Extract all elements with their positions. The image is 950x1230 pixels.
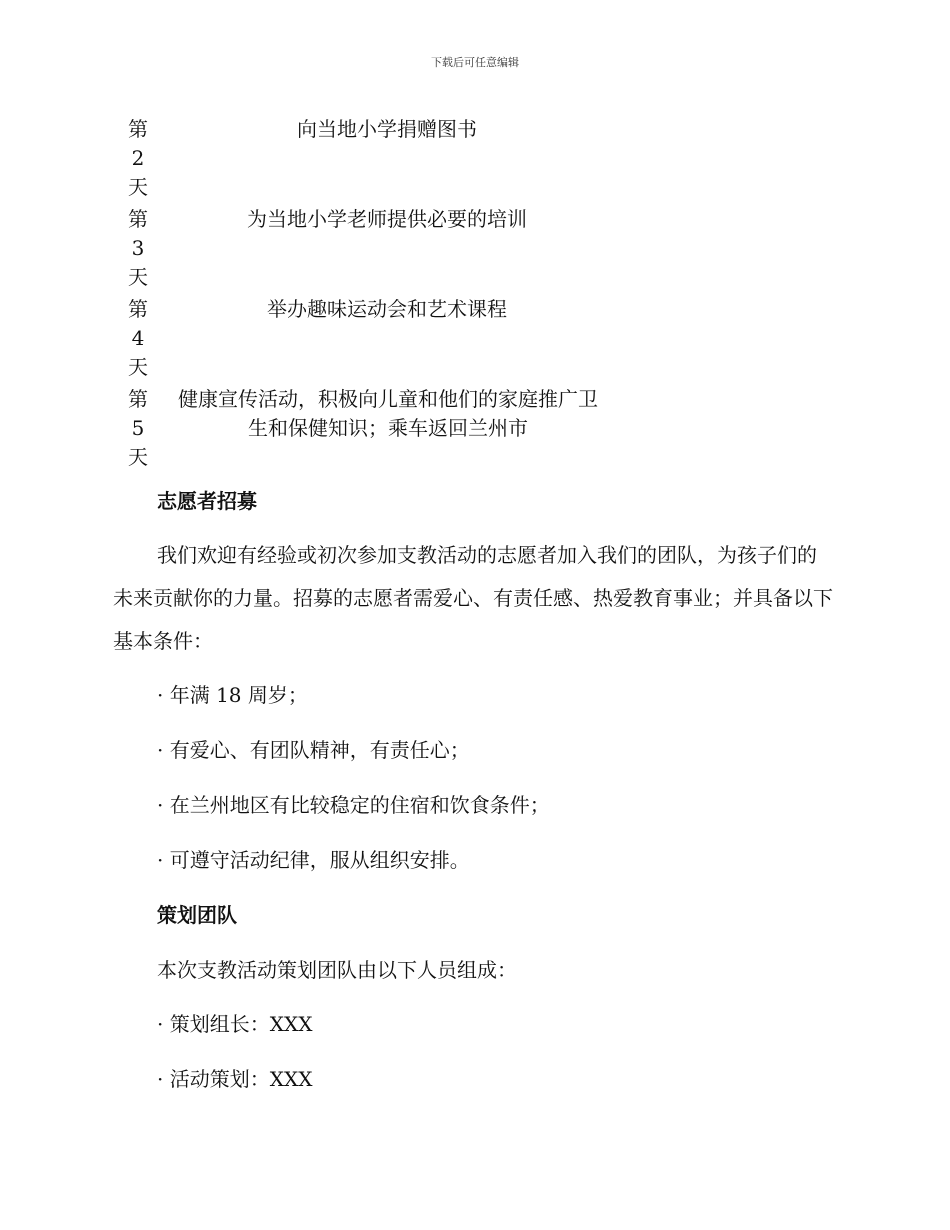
day-description: 为当地小学老师提供必要的培训 — [247, 207, 527, 231]
day-label-number: 4 — [131, 326, 145, 350]
recruit-condition-item: · 在兰州地区有比较稳定的住宿和饮食条件； — [157, 793, 550, 817]
day-label — [124, 385, 152, 472]
team-intro-text: 本次支教活动策划团队由以下人员组成： — [157, 958, 517, 982]
day-label-char: 第 — [128, 207, 148, 231]
day-label-char: 第 — [128, 297, 148, 321]
day-label-number: 3 — [131, 236, 145, 260]
day-label-number: 5 — [131, 416, 145, 440]
day-label-char: 第 — [128, 117, 148, 141]
day-description: 举办趣味运动会和艺术课程 — [267, 297, 507, 321]
day-label — [124, 295, 152, 382]
recruit-intro-paragraph: 我们欢迎有经验或初次参加支教活动的志愿者加入我们的团队，为孩子们的未来贡献你的力量。招募的志愿者需爱心、有责任感、热爱教育事业；并具备以下基本条件： — [113, 543, 833, 653]
day-label — [124, 115, 152, 202]
day-label-number: 2 — [131, 146, 145, 170]
recruit-condition-item: · 有爱心、有团队精神，有责任心； — [157, 738, 470, 762]
day-description: 健康宣传活动，积极向儿童和他们的家庭推广卫生和保健知识；乘车返回兰州市 — [178, 387, 598, 440]
day-description: 向当地小学捐赠图书 — [297, 117, 477, 141]
page-header-note: 下载后可任意编辑 — [431, 56, 519, 69]
team-member-item: · 活动策划：XXX — [157, 1067, 313, 1091]
recruit-condition-item: · 可遵守活动纪律，服从组织安排。 — [157, 848, 470, 872]
day-label-char: 天 — [128, 445, 148, 469]
team-member-item: · 策划组长：XXX — [157, 1012, 313, 1036]
section-heading-team: 策划团队 — [157, 903, 237, 927]
day-label-char: 天 — [128, 355, 148, 379]
recruit-condition-item: · 年满 18 周岁； — [157, 683, 308, 707]
day-label-char: 天 — [128, 265, 148, 289]
day-label-char: 天 — [128, 175, 148, 199]
section-heading-recruit: 志愿者招募 — [157, 489, 257, 513]
day-label — [124, 205, 152, 292]
day-label-char: 第 — [128, 387, 148, 411]
